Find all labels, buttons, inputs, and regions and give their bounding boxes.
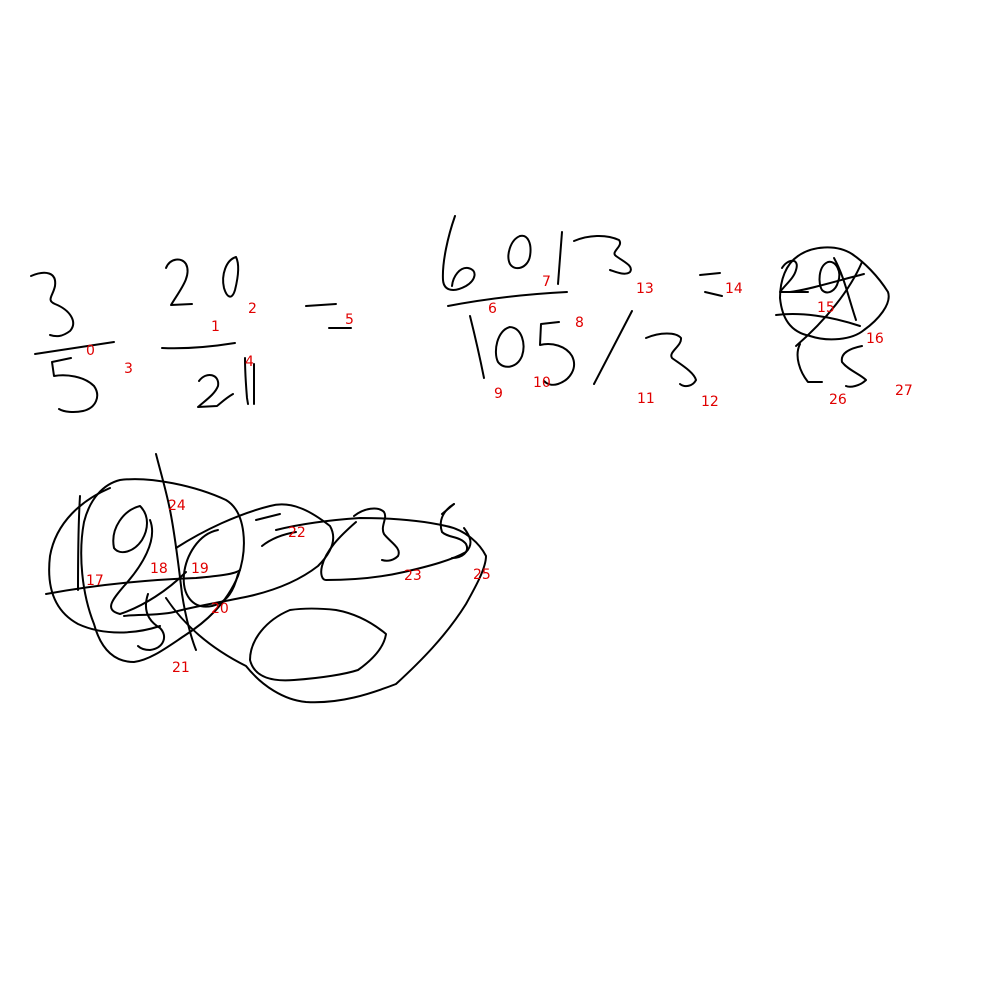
label-20: 20 <box>211 601 229 617</box>
label-21: 21 <box>172 660 190 676</box>
label-1: 1 <box>211 319 220 335</box>
label-9: 9 <box>494 386 503 402</box>
label-26: 26 <box>829 392 847 408</box>
label-6: 6 <box>488 301 497 317</box>
label-24: 24 <box>168 498 186 514</box>
label-25: 25 <box>473 567 491 583</box>
label-16: 16 <box>866 331 884 347</box>
label-27: 27 <box>895 383 913 399</box>
label-8: 8 <box>575 315 584 331</box>
label-10: 10 <box>533 375 551 391</box>
label-14: 14 <box>725 281 743 297</box>
label-2: 2 <box>248 301 257 317</box>
label-4: 4 <box>245 354 254 370</box>
label-13: 13 <box>636 281 654 297</box>
label-19: 19 <box>191 561 209 577</box>
label-17: 17 <box>86 573 104 589</box>
label-0: 0 <box>86 343 95 359</box>
label-11: 11 <box>637 391 655 407</box>
label-7: 7 <box>542 274 551 290</box>
label-3: 3 <box>124 361 133 377</box>
label-18: 18 <box>150 561 168 577</box>
label-5: 5 <box>345 312 354 328</box>
label-23: 23 <box>404 568 422 584</box>
label-15: 15 <box>817 300 835 316</box>
label-12: 12 <box>701 394 719 410</box>
label-22: 22 <box>288 525 306 541</box>
